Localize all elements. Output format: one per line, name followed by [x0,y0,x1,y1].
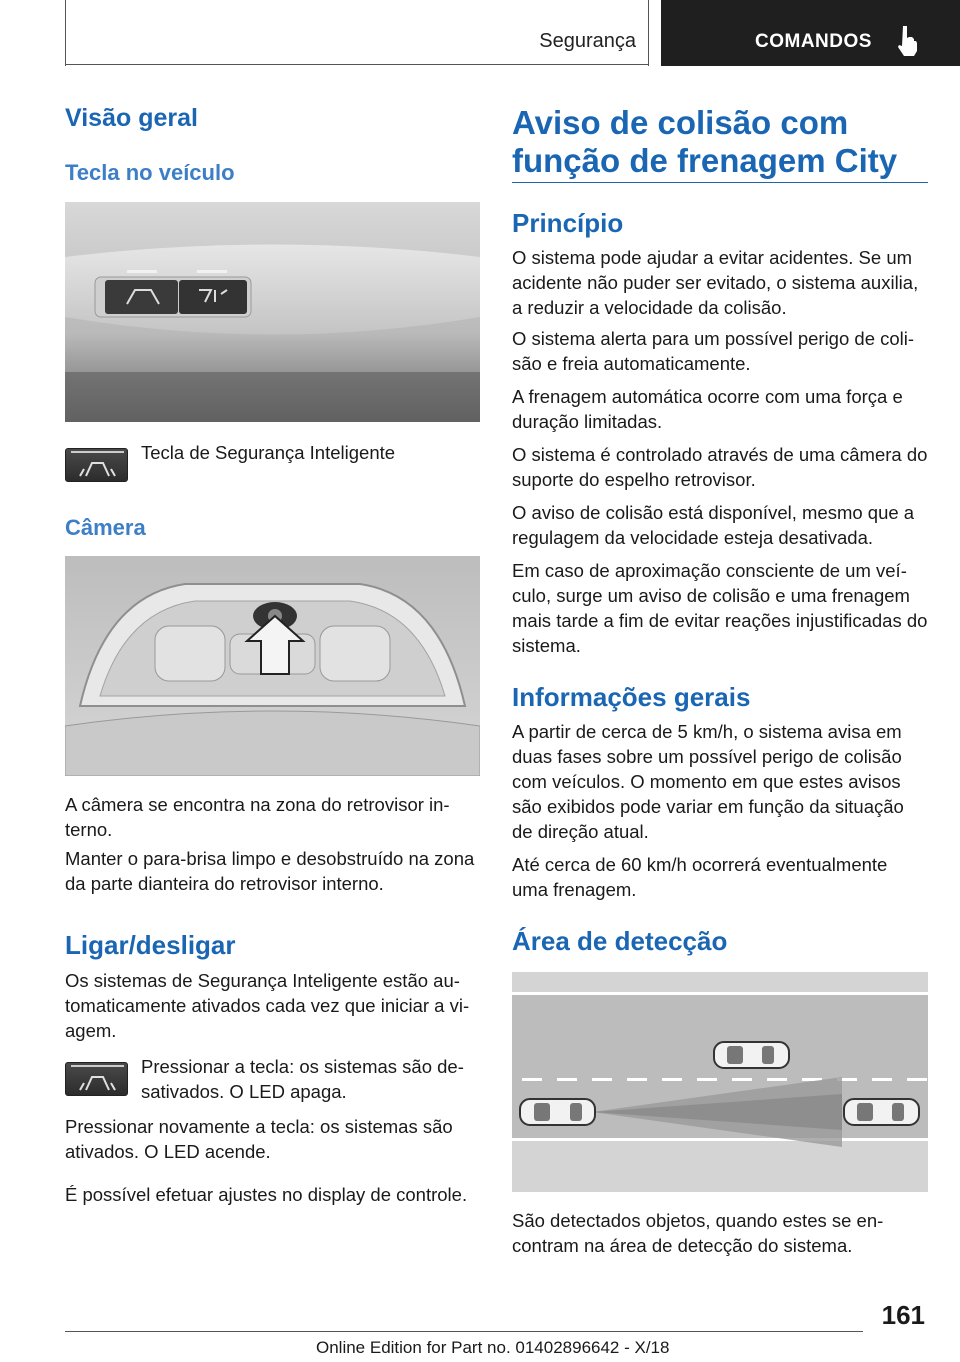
key-photo [65,202,480,422]
header-rule [65,64,649,65]
hand-pointer-icon [895,24,919,56]
page-number: 161 [881,1300,925,1330]
heading-rule [512,182,928,183]
detection-area-caption: São detectados objetos, quando estes se en‐contram na área de detecção do sistema. [512,1210,884,1256]
principle-paragraph-5: O aviso de colisão está disponível, mesmo que a regulagem da velocidade esteja desativada. [512,502,915,548]
principle-paragraph-6: Em caso de aproximação consciente de um veí‐culo, surge um aviso de colisão e uma frenagem mais tarde a fim de evitar reações injustificadas do sistema. [512,560,928,656]
car [520,1099,595,1125]
footer-rule [65,1331,863,1332]
detection-area-illustration [512,972,928,1192]
heading-camera: Câmera [65,515,146,540]
principle-paragraph-2: O sistema alerta para um possível perigo de coli‐são e freia automaticamente. [512,328,915,374]
heading-collision-warning: Aviso de colisão com função de frenagem City [512,104,898,179]
on-off-paragraph-1: Os sistemas de Segurança Inteligente estão au‐tomaticamente ativados cada vez que iniciar a vi‐agem. [65,970,470,1041]
car [714,1042,789,1068]
car [844,1099,919,1125]
header-rule [648,0,649,66]
header-section-title: Segurança [539,30,636,52]
intelligent-safety-key-icon [65,448,128,482]
camera-photo [65,556,480,776]
heading-detection-area: Área de detecção [512,926,728,956]
general-paragraph-1: A partir de cerca de 5 km/h, o sistema avisa em duas fases sobre um possível perigo de colisão com veículos. O momento em que estes avisos são exibidos pode variar em função da situação de direção atual. [512,721,904,842]
detection-area-diagram [512,972,928,1192]
footer-edition: Online Edition for Part no. 01402896642 - X/18 [316,1338,670,1357]
heading-on-off: Ligar/desligar [65,930,236,960]
heading-overview: Visão geral [65,104,198,132]
general-paragraph-2: Até cerca de 60 km/h ocorrerá eventualmente uma frenagem. [512,854,888,900]
camera-paragraph-2: Manter o para-brisa limpo e desobstruído na zona da parte dianteira do retrovisor interno. [65,848,475,894]
chapter-tab-label: COMANDOS [755,31,872,52]
camera-photo-illustration [65,556,480,776]
heading-key-in-vehicle: Tecla no veículo [65,160,235,185]
on-off-paragraph-2: Pressionar novamente a tecla: os sistemas são ativados. O LED acende. [65,1116,453,1162]
key-photo-illustration [65,202,480,422]
on-off-paragraph-3: É possível efetuar ajustes no display de controle. [65,1184,468,1205]
heading-general-info: Informações gerais [512,682,751,712]
chapter-tab [661,0,960,66]
principle-paragraph-4: O sistema é controlado através de uma câmera do suporte do espelho retrovisor. [512,444,928,490]
principle-paragraph-3: A frenagem automática ocorre com uma força e duração limitadas. [512,386,903,432]
principle-paragraph-1: O sistema pode ajudar a evitar acidentes. Se um acidente não puder ser evitado, o sistema auxilia, a reduzir a velocidade da colisão. [512,247,919,318]
key-caption: Tecla de Segurança Inteligente [141,442,396,463]
heading-principle: Princípio [512,208,624,238]
header-rule [65,0,66,66]
camera-paragraph-1: A câmera se encontra na zona do retrovisor in‐terno. [65,794,450,840]
on-off-icon-text: Pressionar a tecla: os sistemas são de‐sativados. O LED apaga. [141,1056,464,1102]
intelligent-safety-key-icon [65,1062,128,1096]
page-header [0,0,960,66]
